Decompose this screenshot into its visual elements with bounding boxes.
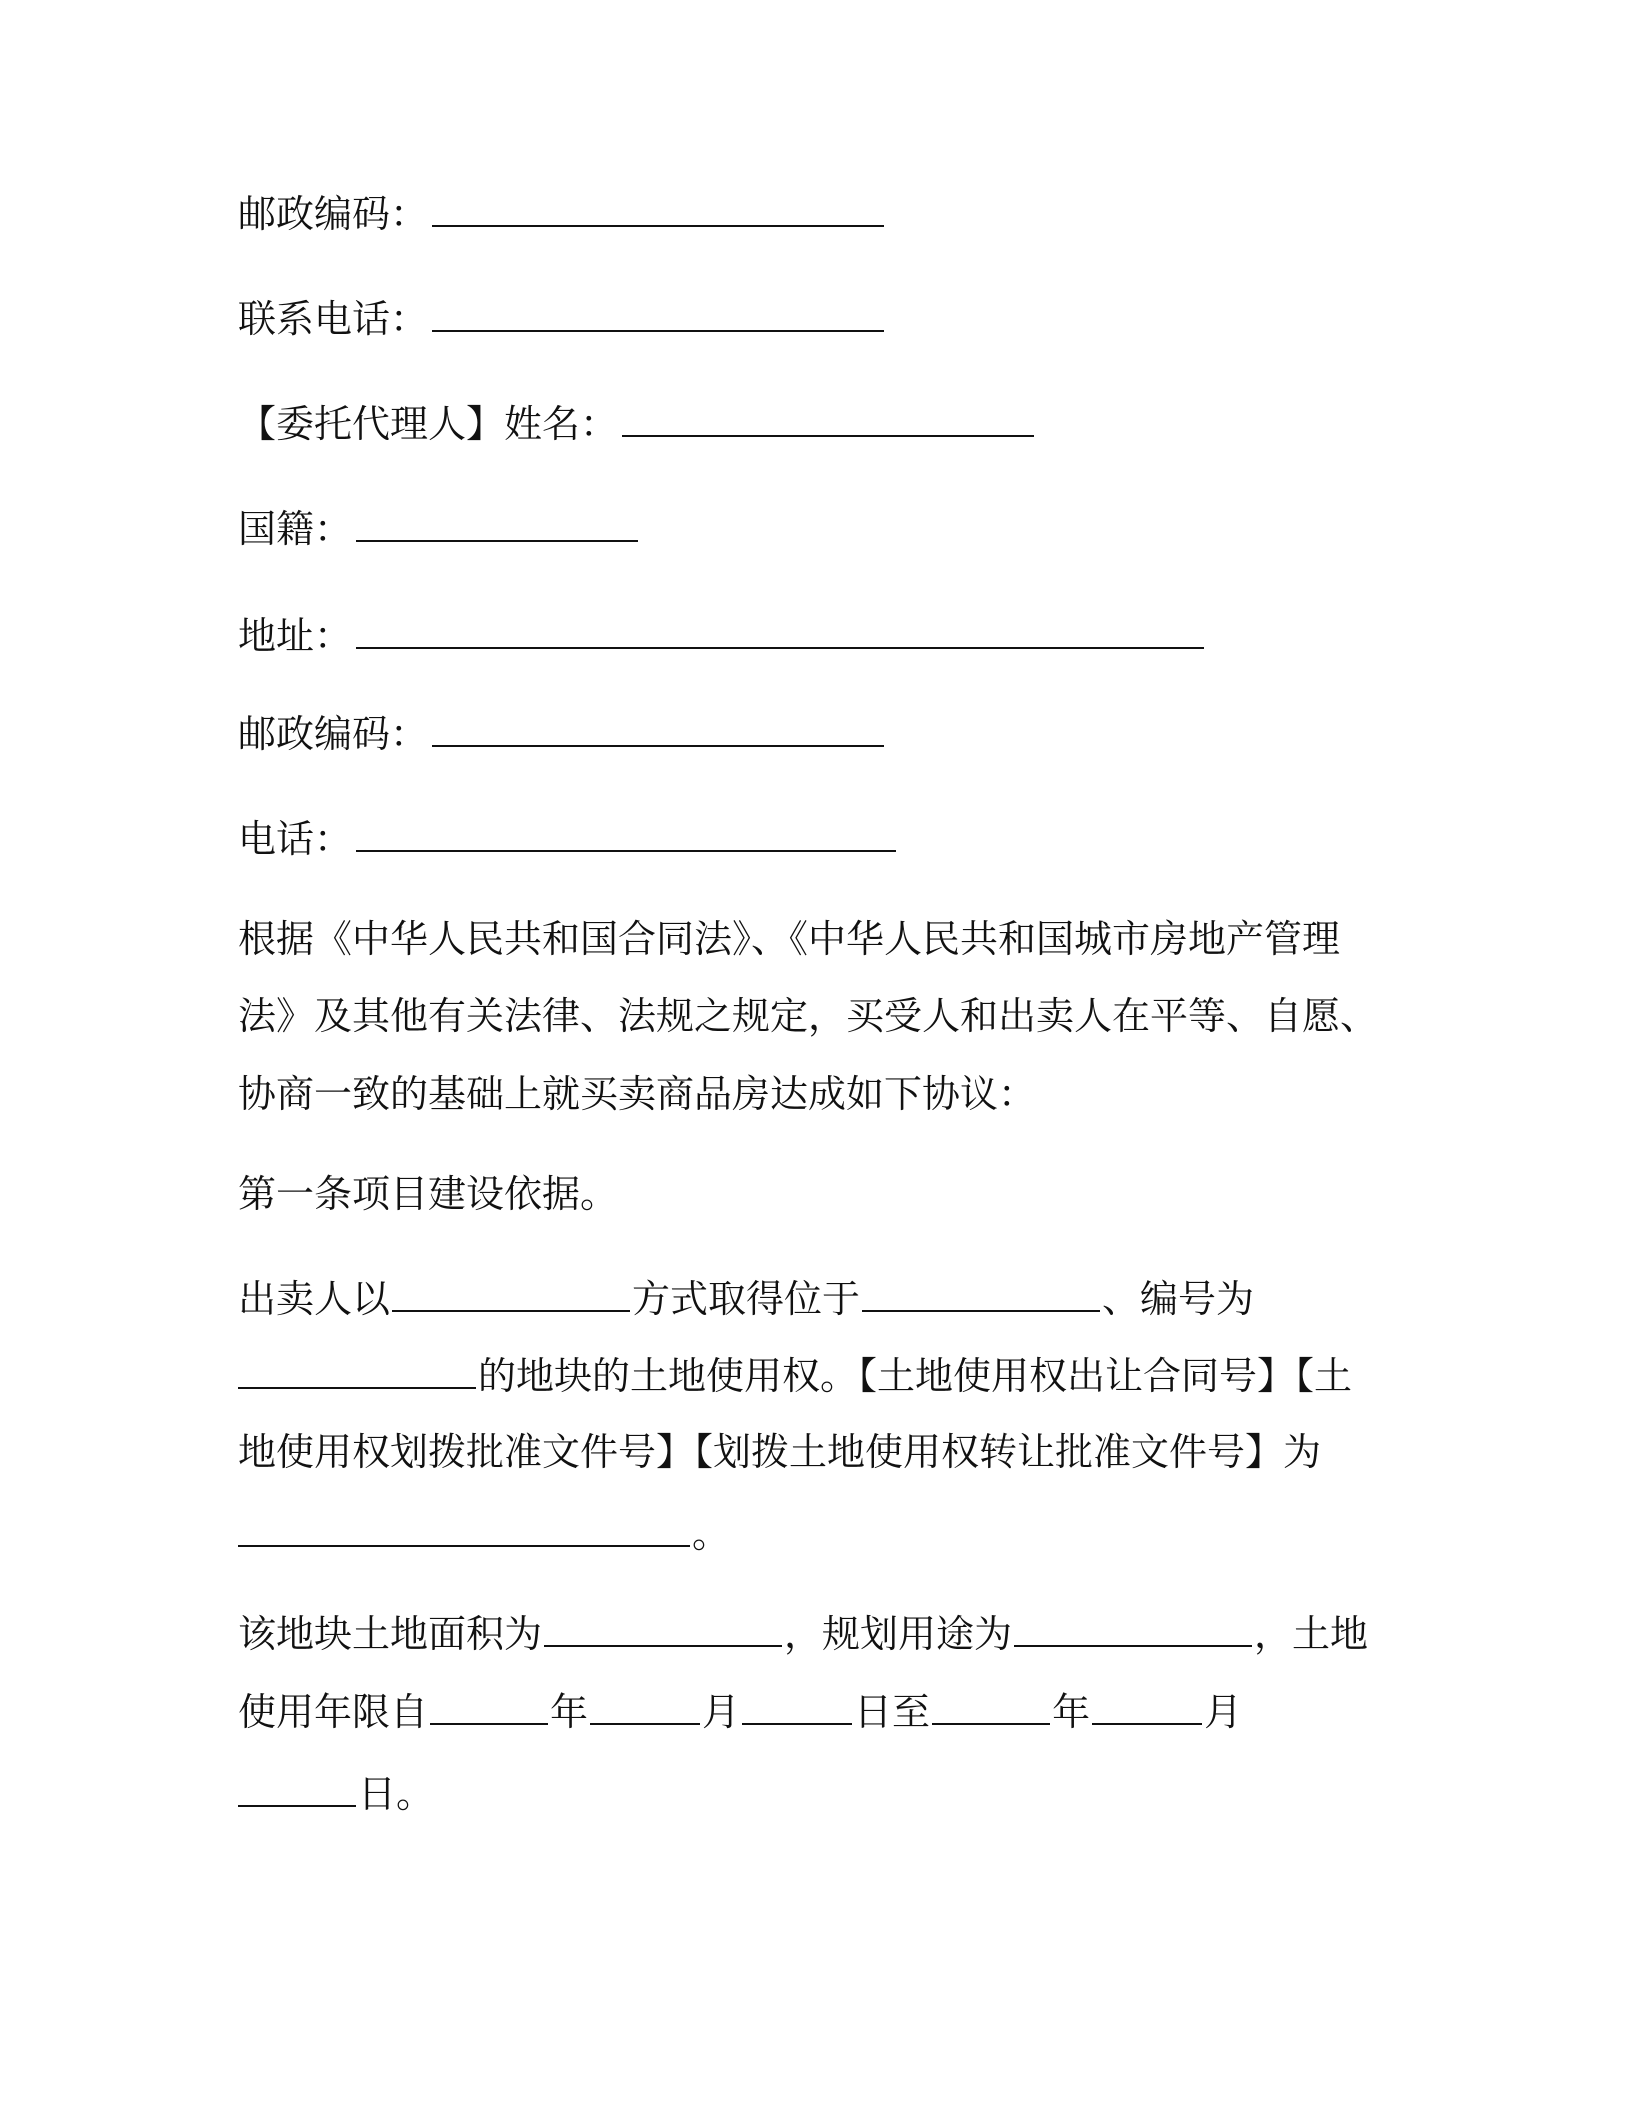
article-1-text: 月 [1204,1690,1243,1734]
article-1-text: 年 [550,1690,589,1734]
agent-postal-code-label: 邮政编码： [238,712,429,756]
article-1-text: 年 [1052,1690,1091,1734]
end-year-blank[interactable] [932,1693,1050,1725]
agent-name-label: 【委托代理人】姓名： [238,402,619,446]
article-1-heading: 第一条项目建设依据。 [238,1172,619,1216]
seller-postal-code-row [238,190,888,238]
seller-postal-code-label: 邮政编码： [238,192,429,236]
agent-address-blank[interactable] [356,617,1204,649]
contract-number-blank[interactable] [238,1515,690,1547]
agent-nationality-label: 国籍： [238,507,353,551]
article-1-text: 出卖人以 [238,1277,391,1321]
preamble-line-3: 协商一致的基础上就买卖商品房达成如下协议： [238,1072,1037,1116]
article-1-text: 使用年限自 [238,1690,429,1734]
article-1-p2-line-2 [238,1688,1242,1736]
agent-postal-code-row [238,710,888,758]
acquisition-method-blank[interactable] [392,1280,630,1312]
article-1-text: 该地块土地面积为 [238,1612,543,1656]
parcel-number-blank[interactable] [238,1357,476,1389]
agent-nationality-row [238,505,642,553]
agent-name-blank[interactable] [622,405,1034,437]
seller-phone-row [238,295,888,343]
agent-phone-blank[interactable] [356,820,896,852]
agent-name-row [238,400,1038,448]
agent-nationality-blank[interactable] [356,510,638,542]
article-1-text: 日。 [358,1772,435,1816]
article-1-p2-line-3 [238,1770,434,1818]
article-1-p1-line-2 [238,1352,1352,1400]
article-1-p1-line-4 [238,1510,730,1558]
end-month-blank[interactable] [1092,1693,1202,1725]
start-month-blank[interactable] [590,1693,700,1725]
article-1-p1-line-1 [238,1275,1254,1323]
article-1-p2-line-1 [238,1610,1368,1658]
agent-address-label: 地址： [238,614,353,658]
article-1-text: ，规划用途为 [784,1612,1013,1656]
article-1-text: 日至 [854,1690,931,1734]
start-year-blank[interactable] [430,1693,548,1725]
article-1-text: 方式取得位于 [632,1277,861,1321]
land-location-blank[interactable] [862,1280,1100,1312]
article-1-p1-line-3: 地使用权划拨批准文件号】【划拨土地使用权转让批准文件号】为 [238,1430,1322,1474]
article-1-text: 的地块的土地使用权。【土地使用权出让合同号】【土 [478,1354,1353,1398]
start-day-blank[interactable] [742,1693,852,1725]
agent-phone-row [238,815,900,863]
article-1-text: ，土地 [1254,1612,1369,1656]
preamble-line-2: 法》及其他有关法律、法规之规定，买受人和出卖人在平等、自愿、 [238,994,1379,1038]
agent-postal-code-blank[interactable] [432,715,884,747]
article-1-text: 。 [692,1512,731,1556]
seller-postal-code-blank[interactable] [432,195,884,227]
end-day-blank[interactable] [238,1775,356,1807]
planned-use-blank[interactable] [1014,1615,1252,1647]
agent-phone-label: 电话： [238,817,353,861]
seller-phone-label: 联系电话： [238,297,429,341]
article-1-text: 月 [702,1690,741,1734]
seller-phone-blank[interactable] [432,300,884,332]
agent-address-row [238,612,1208,660]
land-area-blank[interactable] [544,1615,782,1647]
preamble-line-1: 根据《中华人民共和国合同法》、《中华人民共和国城市房地产管理 [238,917,1341,961]
article-1-text: 、编号为 [1102,1277,1255,1321]
